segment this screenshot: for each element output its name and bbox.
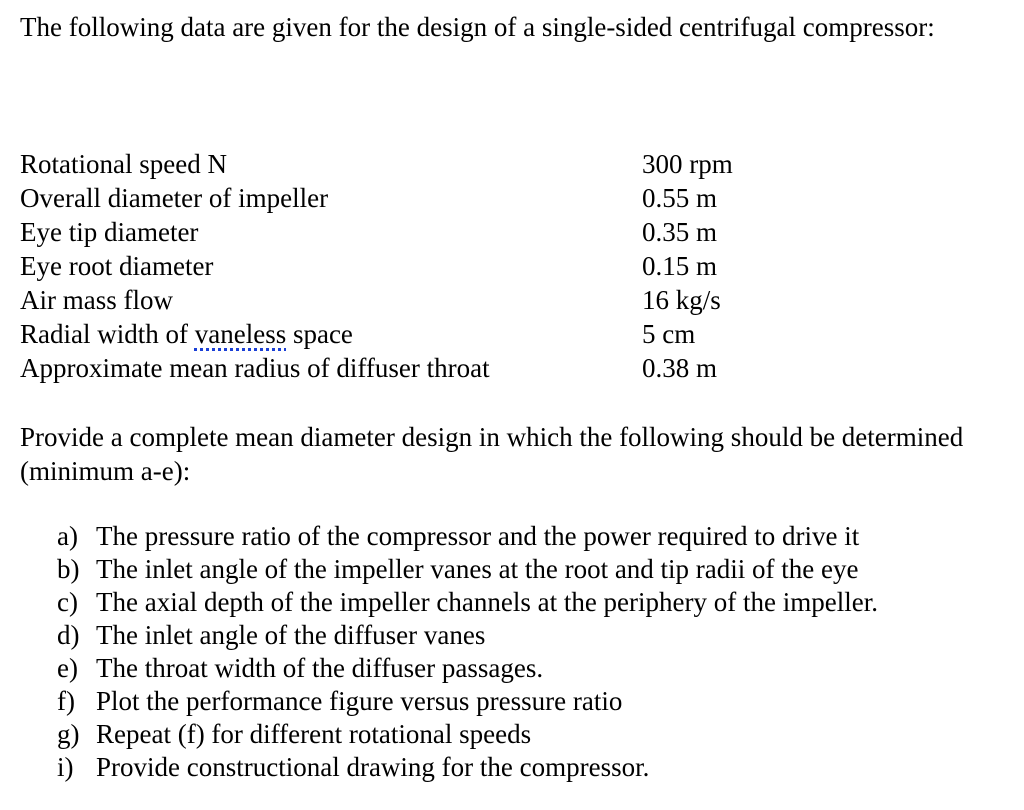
parameter-value: 5 cm (642, 319, 696, 349)
list-item (57, 619, 997, 652)
parameter-row (20, 351, 780, 385)
parameter-row (20, 283, 780, 317)
list-item-text: Plot the performance figure versus pressure ratio (96, 686, 623, 716)
list-marker: c) (57, 587, 78, 617)
list-item (57, 520, 997, 553)
list-item (57, 586, 997, 619)
parameter-name: Air mass flow (20, 285, 173, 315)
parameter-row (20, 181, 780, 215)
list-item-text: The inlet angle of the impeller vanes at the root and tip radii of the eye (96, 554, 859, 584)
parameter-row (20, 317, 780, 351)
parameter-table (20, 147, 780, 385)
parameter-name (20, 317, 642, 351)
list-marker: d) (57, 620, 80, 650)
parameter-row (20, 249, 780, 283)
parameter-name: Eye tip diameter (20, 217, 199, 247)
list-item (57, 751, 997, 784)
list-item-text: Provide constructional drawing for the compressor. (96, 752, 650, 782)
list-item-text: The throat width of the diffuser passages. (96, 653, 544, 683)
list-item-text: The pressure ratio of the compressor and the power required to drive it (96, 521, 860, 551)
parameter-value: 0.38 m (642, 353, 718, 383)
parameter-name-start: Radial width of (20, 319, 195, 349)
parameter-name: Rotational speed N (20, 149, 227, 179)
parameter-name-end: space (286, 319, 353, 349)
list-marker: e) (57, 653, 78, 683)
list-marker: b) (57, 554, 80, 584)
requirements-list (57, 520, 997, 784)
list-marker: a) (57, 521, 78, 551)
list-item (57, 652, 997, 685)
task-paragraph: Provide a complete mean diameter design in which the following should be determined (minimum a-e): (20, 422, 964, 486)
list-marker: i) (57, 752, 74, 782)
parameter-row (20, 215, 780, 249)
parameter-value: 0.35 m (642, 217, 718, 247)
parameter-row (20, 147, 780, 181)
parameter-value: 16 kg/s (642, 285, 721, 315)
list-item (57, 553, 997, 586)
intro-paragraph: The following data are given for the design of a single-sided centrifugal compressor: (20, 12, 935, 42)
list-item-text: Repeat (f) for different rotational speeds (96, 719, 532, 749)
list-item (57, 718, 997, 751)
list-item-text: The inlet angle of the diffuser vanes (96, 620, 486, 650)
parameter-value: 300 rpm (642, 149, 733, 179)
parameter-value: 0.55 m (642, 183, 718, 213)
list-marker: g) (57, 719, 80, 749)
parameter-name: Overall diameter of impeller (20, 183, 329, 213)
list-item-text: The axial depth of the impeller channels at the periphery of the impeller. (96, 587, 878, 617)
spellcheck-flagged-word: vaneless (194, 319, 287, 349)
list-item (57, 685, 997, 718)
parameter-value: 0.15 m (642, 251, 718, 281)
parameter-name: Approximate mean radius of diffuser throat (20, 353, 490, 383)
list-marker: f) (57, 686, 75, 716)
parameter-name: Eye root diameter (20, 251, 214, 281)
